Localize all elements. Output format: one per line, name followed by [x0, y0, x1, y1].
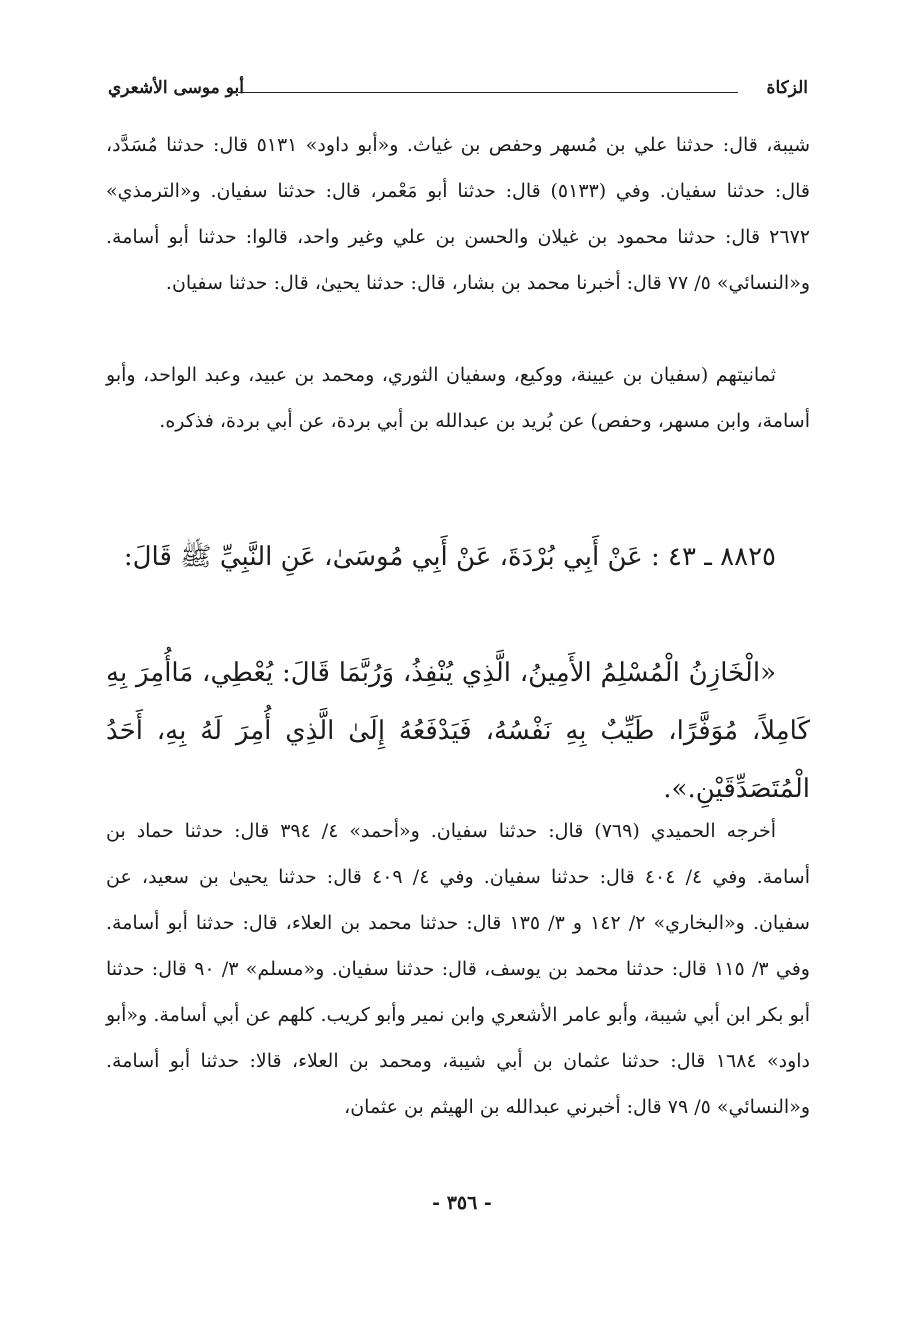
- hadith-heading: [106, 528, 810, 586]
- running-header: [108, 78, 808, 108]
- chapter-title: الزكاة: [766, 78, 808, 98]
- hadith-isnad: عَنْ أَبِي بُرْدَةَ، عَنْ أَبِي مُوسَىٰ، عَنِ النَّبِيِّ ﷺ قَالَ:: [123, 542, 643, 572]
- hadith-separator: :: [642, 542, 660, 572]
- narrators-paragraph: ثمانيتهم (سفيان بن عيينة، ووكيع، وسفيان الثوري، ومحمد بن عبيد، وعبد الواحد، وأبو أسامة، وابن مسهر، وحفص) عن بُريد بن عبدالله بن أبي بردة، عن أبي بردة، فذكره.: [106, 364, 810, 432]
- hadith-matn: «الْخَازِنُ الْمُسْلِمُ الأَمِينُ، الَّذِي يُنْفِذُ، وَرُبَّمَا قَالَ: يُعْطِي، مَاأُمِرَ بِهِ كَامِلاً، مُوَفَّرًا، طَيِّبٌ بِهِ نَفْسُهُ، فَيَدْفَعُهُ إِلَىٰ الَّذِي أُمِرَ لَهُ بِهِ، أَحَدُ الْمُتَصَدِّقَيْنِ.».: [106, 658, 810, 804]
- sources-paragraph: شيبة، قال: حدثنا علي بن مُسهر وحفص بن غياث. و«أبو داود» ٥١٣١ قال: حدثنا مُسَدَّد، قال: حدثنا سفيان. وفي (٥١٣٣) قال: حدثنا أبو مَعْمر، قال: حدثنا سفيان. و«الترمذي» ٢٦٧٢ قال: حدثنا محمود بن غيلان والحسن بن علي وغير واحد، قالوا: حدثنا أبو أسامة. و«النسائي» ٥/ ٧٧ قال: أخبرنا محمد بن بشار، قال: حدثنا يحيىٰ، قال: حدثنا سفيان.: [106, 134, 811, 294]
- narrator-title: أبو موسى الأشعري: [108, 78, 244, 98]
- page-number: - ٣٥٦ -: [432, 1192, 492, 1214]
- header-rule: [238, 92, 738, 93]
- takhrij-paragraph: أخرجه الحميدي (٧٦٩) قال: حدثنا سفيان. و«أحمد» ٤/ ٣٩٤ قال: حدثنا حماد بن أسامة. وفي ٤/ ٤٠٤ قال: حدثنا سفيان. وفي ٤/ ٤٠٩ قال: حدثنا يحيىٰ بن سعيد، عن سفيان. و«البخاري» ٢/ ١٤٢ و ٣/ ١٣٥ قال: حدثنا محمد بن العلاء، قال: حدثنا أبو أسامة. وفي ٣/ ١١٥ قال: حدثنا محمد بن يوسف، قال: حدثنا سفيان. و«مسلم» ٣/ ٩٠ قال: حدثنا أبو بكر ابن أبي شيبة، وأبو عامر الأشعري وابن نمير وأبو كريب. كلهم عن أبي أسامة. و«أبو داود» ١٦٨٤ قال: حدثنا عثمان بن أبي شيبة، ومحمد بن العلاء، قالا: حدثنا أبو أسامة. و«النسائي» ٥/ ٧٩ قال: أخبرني عبدالله بن الهيثم بن عثمان،: [106, 820, 811, 1118]
- hadith-number: ٨٨٢٥ ـ ٤٣: [668, 542, 776, 572]
